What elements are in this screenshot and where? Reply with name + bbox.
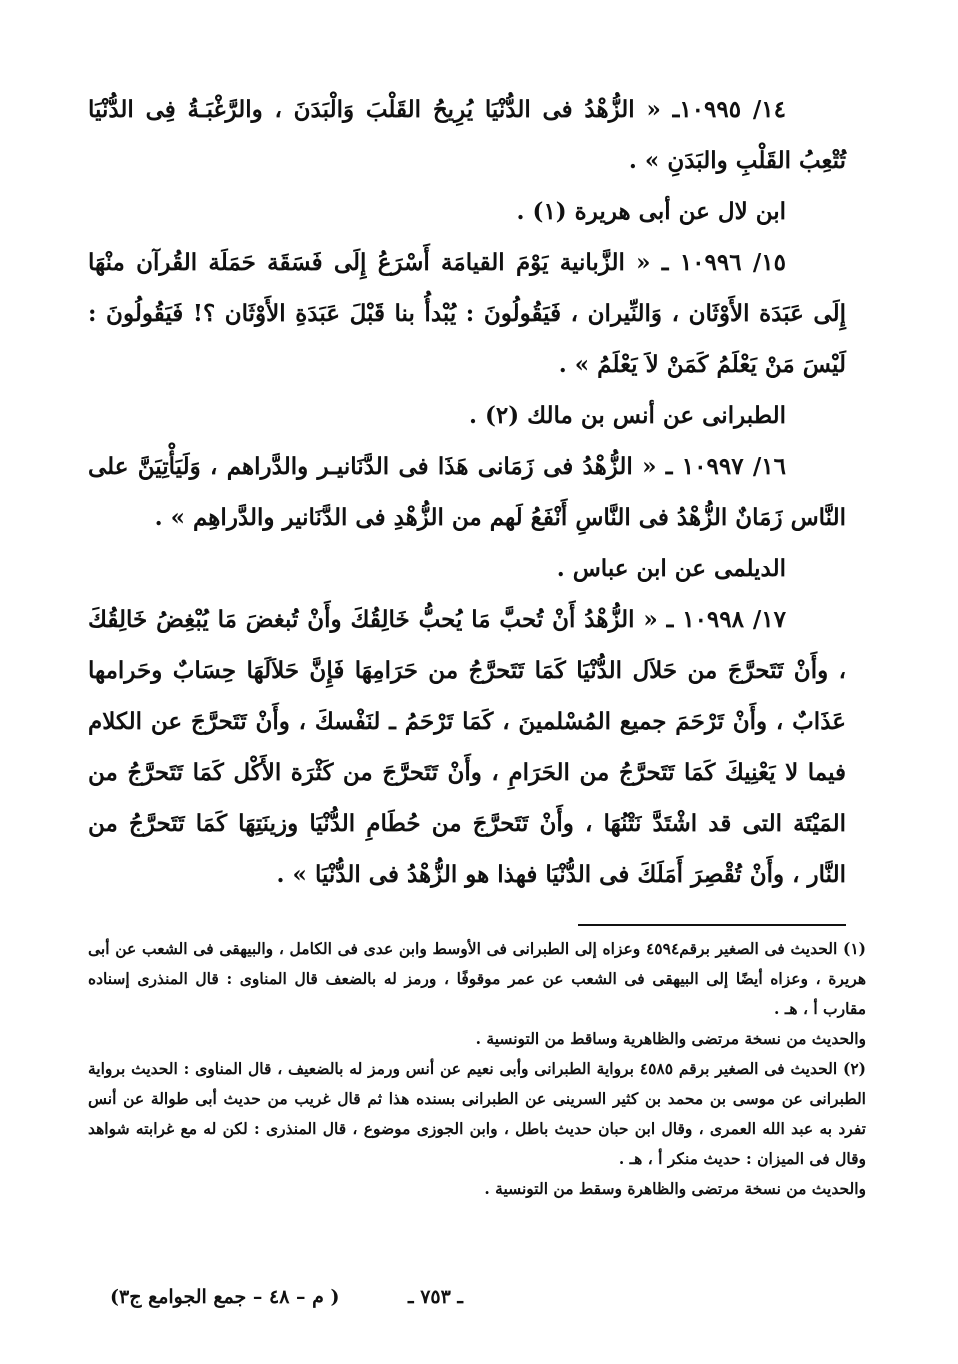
page-footer [88,1286,846,1322]
footnote-separator [578,924,846,926]
footnotes [88,934,866,1204]
source-ibn-lal: ابن لال عن أبى هريرة (١) . [516,198,786,225]
hadith-10995: ١٤/ ١٠٩٩٥ـ « الزُّهْدُ فى الدُّنْيَا يُرِيحُ القَلْبَ وَالْبَدَنَ ، والرَّغْبَـةُ فِى الدُّنْيَا تُتْعِبُ القَلْبِ والبَدَنِ » . [88,96,846,174]
footnote-1-note: والحديث من نسخة مرتضى والظاهرية وساقط من التونسية . [475,1029,866,1048]
footnote-2: (٢) الحديث فى الصغير برقم ٤٥٨٥ برواية الطبرانى وأبى نعيم عن أنس ورمز له بالضعيف ، قال المناوى : الحديث برواية الطبرانى عن موسى بن محمد بن كثير السرينى عن الطبرانى بسنده هذا ثم قال غريب من حديث أبى طوالة عن أنس تفرد به عبد الله العمرى ، وقال ابن حبان حديث باطل ، وابن الجوزى موضوع ، قال المنذرى : لكن له مع غرابته شواهد وقال فى الميزان : حديث منكر أ ، هـ . [88,1059,866,1168]
hadith-10997: ١٦/ ١٠٩٩٧ ـ « الزُّهْدُ فى زَمَانى هَذَا فى الدَّنَانيـر والدَّراهم ، وَلَيَأْتِيَنَّ على النَّاس زَمَانٌ الزُّهْدُ فى النَّاسِ أَنْفَعُ لَهم من الزُّهْدِ فى الدَّنَانير والدَّراهِم » . [88,453,846,531]
hadith-10998: ١٧/ ١٠٩٩٨ ـ « الزُّهْدُ أَنْ تُحبَّ مَا يُحبُّ خَالِقُكَ وأَنْ تُبغضَ مَا يُبْغِضُ خَالِقُكَ ، وأَنْ تَتَحرَّجَ من حَلاَل الدُّنْيَا كَمَا تَتَحرَّجُ من حَرَامِهَا فَإِنَّ حَلاَلَهَا حِسَابٌ وحَرامها عَذَابٌ ، وأَنْ تَرْحَمَ جميع المُسْلمينَ ، كَمَا تَرْحَمُ ـ لنَفْسكَ ، وأَنْ تَتَحرَّجَ عن الكلام فيما لا يَعْنِيكَ كَمَا تَتَحرَّجُ من الحَرَامِ ، وأَنْ تَتَحرَّجَ من كَثْرَة الأَكْل كَمَا تَتَحرَّجُ من المَيْتَة التى قد اشْتَدَّ نَتْنُهَا ، وأَنْ تَتَحرَّجَ من حُطَامِ الدُّنْيَا وزينَتِهَا كَمَا تَتَحرَّجُ من النَّار ، وأَنْ تُقْصِرَ أَمَلَكَ فى الدُّنْيَا فهذا هو الزُّهْدُ فى الدُّنْيَا » . [88,606,847,888]
page-number: ـ ٧٥٣ ـ [408,1286,463,1308]
document-page [88,0,866,1364]
footnote-2-note: والحديث من نسخة مرتضى والظاهرة وسقط من التونسية . [484,1179,866,1198]
footnote-1: (١) الحديث فى الصغير برقم٤٥٩٤ وعزاه إلى الطبرانى فى الأوسط وابن عدى فى الكامل ، والبيهقى فى الشعب عن أبى هريرة ، وعزاه أيضًا إلى البيهقى فى الشعب عن عمر موقوفًا ، ورمز له بالضعف قال المناوى : قال المنذرى إسناده مقارب أ ، هـ . [88,939,866,1018]
source-tabarani: الطبرانى عن أنس بن مالك (٢) . [468,402,786,429]
source-daylami: الديلمى عن ابن عباس . [556,555,786,582]
main-text [88,84,846,900]
hadith-10996: ١٥/ ١٠٩٩٦ ـ « الزَّبانية يَوْمَ القيامَة أَسْرَعُ إِلَى فَسَقَة حَمَلَة القُرآن منْهَا إِلَى عَبَدَة الأَوْثَان ، وَالنِّيران ، فَيَقُولُونَ : يُبْدأُ بنا قَبْلَ عَبَدَةِ الأَوْثَان ؟! فَيَقُولُونَ : لَيْسَ مَنْ يَعْلَمُ كَمَنْ لاَ يَعْلَمُ » . [88,249,846,378]
printer-signature: ( م – ٤٨ – جمع الجوامع ج٣) [110,1286,340,1308]
